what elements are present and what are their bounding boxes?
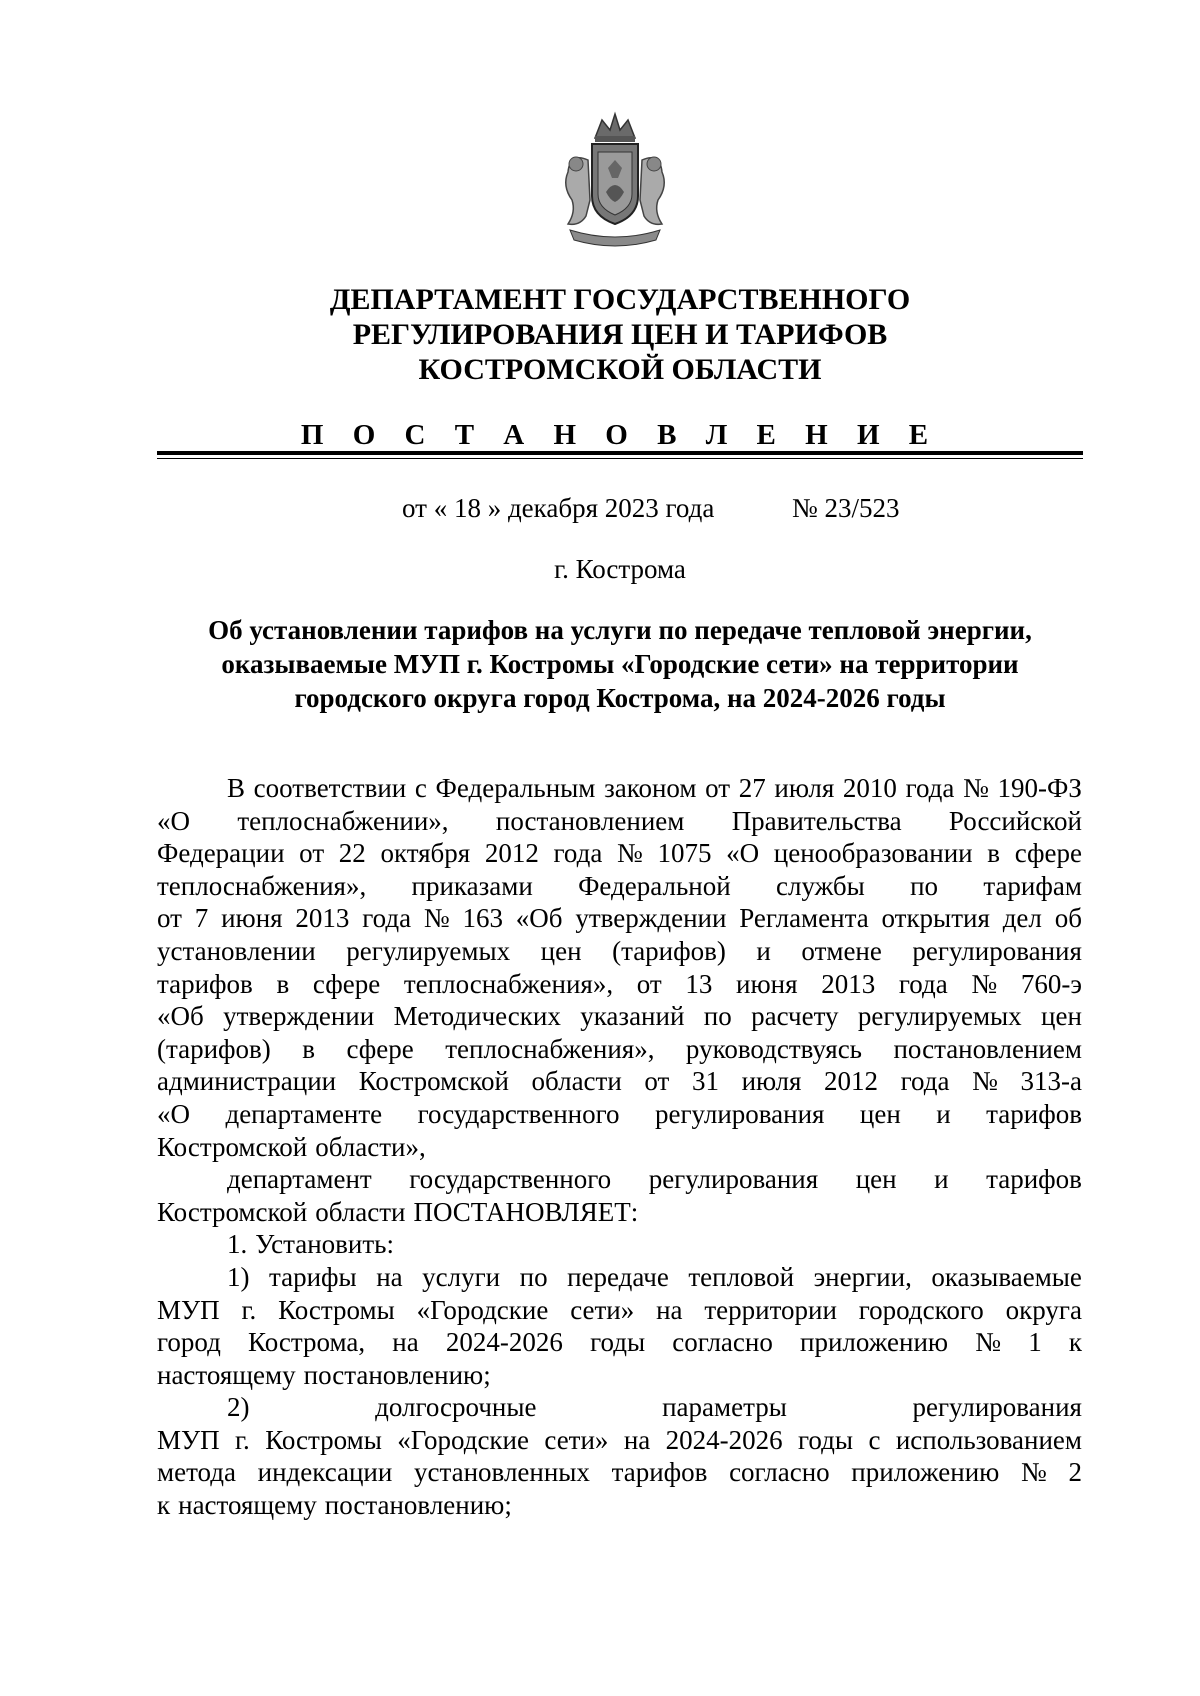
body-word: Костромы [265,1424,382,1455]
body-word: регулирования [912,1392,1082,1423]
body-word: от [644,1066,670,1097]
body-line [157,1228,1082,1261]
body-word: утверждении [575,903,727,934]
body-word: указаний [580,1001,685,1032]
body-word: Кострома, [248,1327,366,1358]
body-word: Российской [948,805,1082,836]
body-word: 1 [1028,1327,1042,1358]
body-word: и [936,1098,951,1129]
body-word: теплоснабжения», [157,870,367,901]
body-word: № [971,968,998,999]
body-line [157,1424,1082,1457]
body-word: от [157,903,182,934]
body-word: МУП [157,1424,220,1455]
body-line [157,968,1082,1001]
body-word: настоящему [178,1490,317,1521]
body-word: к [1068,1327,1082,1358]
body-word: сети» [544,1424,609,1455]
body-word: цен [855,1164,897,1195]
body-line [157,1489,1082,1522]
body-word: округа [1005,1294,1082,1325]
body-word: г. [241,1294,257,1325]
body-word: области», [315,1131,426,1162]
document-number: № 23/523 [792,493,900,523]
body-word: «Городские [416,1294,549,1325]
body-word: Костромской [157,1131,308,1162]
body-word: с [414,773,427,803]
body-word: тарифов [157,968,253,999]
body-word: согласно [729,1457,830,1488]
body-word: 13 [685,968,713,999]
body-word: «Городские [397,1424,529,1455]
body-line [157,1261,1082,1294]
body-word: согласно [672,1327,773,1358]
body-word: к [157,1490,171,1521]
body-line [157,1196,1082,1229]
body-word: июля [774,773,835,803]
body-word: службы [775,870,865,901]
body-word: сети» [570,1294,635,1325]
body-word: в [276,968,290,999]
body-word: метода [157,1457,236,1488]
body-word: приказами [411,870,533,901]
document-title [160,613,1080,715]
body-word: МУП [157,1294,220,1325]
title-line: оказываемые МУП г. Костромы «Городские сети» на территории [221,649,1019,679]
body-word: оказываемые [931,1261,1082,1292]
body-word: июня [736,968,798,999]
body-word: области [531,1066,622,1097]
body-word: № [975,1327,1002,1358]
document-type: П О С Т А Н О В Л Е Н И Е [300,419,940,451]
body-word: области [315,1196,406,1227]
body-word: об [1054,903,1082,934]
body-word: тарифы [269,1261,357,1292]
body-word: тепловой [688,1261,795,1292]
body-line [157,1326,1082,1359]
body-word: услуги [422,1261,501,1292]
body-word: октября [380,838,471,869]
body-word: теплоснабжении», [237,805,449,836]
body-line [157,1456,1082,1489]
body-word: и [756,935,771,966]
body-word: от [636,968,662,999]
department-line: ДЕПАРТАМЕНТ ГОСУДАРСТВЕННОГО [329,283,911,316]
body-word: по [910,870,939,901]
body-word: индексации [257,1457,393,1488]
body-line [157,1098,1082,1131]
body-word: Регламента [739,903,869,934]
body-word: № [617,838,643,869]
body-word: ценообразовании [773,838,973,869]
body-word: установленных [414,1457,590,1488]
body-word: № [972,1066,998,1097]
body-word: постановлению; [303,1359,491,1390]
body-word: года [900,1066,950,1097]
body-word: цен [540,935,582,966]
body-word: Костромской [358,1066,509,1097]
body-word: Федерации [157,838,285,869]
body-word: 313-а [1020,1066,1082,1097]
body-word: соответствии [253,773,407,803]
body-word: по [703,1001,732,1032]
body-word: в [302,1033,316,1064]
body-word: Правительства [731,805,902,836]
body-line [157,1033,1082,1066]
body-word: «Об [515,903,563,934]
body-word: года [553,838,603,869]
body-word: регулирования [654,1098,825,1129]
body-word: 163 [462,903,503,934]
body-word: «О [157,1098,190,1129]
body-word: 1075 [657,838,712,869]
body-word: на [623,1424,651,1455]
body-word: и [934,1164,949,1195]
body-word: 2010 [842,773,897,803]
body-word: 2013 [821,968,876,999]
body-word: 1. [227,1229,248,1260]
body-word: цен [859,1098,901,1129]
body-word: № [963,773,989,803]
body-word: отмене [801,935,882,966]
body-word: передаче [567,1261,669,1292]
body-line [157,805,1082,838]
body-word: 7 [194,903,209,934]
body-word: (тарифов) [157,1033,271,1064]
body-word: № [1021,1457,1047,1488]
body-word: от [705,773,731,803]
body-line [157,1294,1082,1327]
body-word: регулируемых [857,1001,1022,1032]
body-word: № [423,903,450,934]
body-word: департамент [227,1164,372,1195]
body-word: года [898,968,948,999]
body-word: департаменте [225,1098,383,1129]
body-word: постановлению; [324,1490,512,1521]
body-word: 2024-2026 [445,1327,563,1358]
body-word: Федеральной [578,870,731,901]
body-word: года [905,773,955,803]
body-word: сфере [346,1033,414,1064]
body-word: тарифов [986,1098,1082,1129]
body-line [157,1359,1082,1392]
body-word: долгосрочные [375,1392,537,1423]
body-line [157,870,1082,903]
body-word: цен [1041,1001,1082,1032]
body-word: тарифов [611,1457,708,1488]
body-word: июля [741,1066,802,1097]
body-word: «Об [157,1001,204,1032]
body-word: энергии, [813,1261,912,1292]
body-word: территории [704,1294,837,1325]
body-word: 2) [227,1392,250,1423]
body-line [157,1163,1082,1196]
body-line [157,1391,1082,1424]
body-word: город [157,1327,221,1358]
body-word: (тарифов) [612,935,726,966]
body-word: годы [798,1424,854,1455]
body-word: 2024-2026 [665,1424,783,1455]
body-word: постановлением [893,1033,1082,1064]
body-word: от [299,838,325,869]
body-word: в [987,838,1001,869]
body-word: городского [858,1294,984,1325]
body-word: расчету [751,1001,839,1032]
header-divider [157,451,1083,459]
body-word: приложению [851,1457,1000,1488]
body-line [157,1131,1082,1164]
body-word: теплоснабжения», [403,968,614,999]
body-line [157,1065,1082,1098]
body-word: администрации [157,1066,337,1097]
body-word: государственного [409,1164,612,1195]
body-word: Костромской [157,1196,308,1227]
body-word: приложению [800,1327,949,1358]
body-word: тарифов [986,1164,1082,1195]
document-body [157,772,1082,1522]
body-word: июня [221,903,283,934]
body-word: г. [235,1424,250,1455]
body-word: на [392,1327,419,1358]
body-word: регулирования [912,935,1082,966]
body-word: государственного [417,1098,620,1129]
body-word: настоящему [157,1359,296,1390]
body-word: Методических [393,1001,561,1032]
body-word: ПОСТАНОВЛЯЕТ: [413,1196,639,1227]
body-word: 31 [691,1066,719,1097]
body-word: регулирования [648,1164,819,1195]
body-word: теплоснабжения», [445,1033,655,1064]
body-word: регулируемых [346,935,511,966]
body-word: В [227,773,246,803]
body-line [157,935,1082,968]
title-line: Об установлении тарифов на услуги по передаче тепловой энергии, [208,615,1032,645]
body-line [157,772,1082,805]
document-date: от « 18 » декабря 2023 года [402,493,715,523]
body-word: по [519,1261,548,1292]
body-word: 190-ФЗ [997,773,1082,803]
body-word: параметры [662,1392,787,1423]
body-word: 2 [1068,1457,1082,1488]
body-word: с [868,1424,881,1455]
body-word: 2012 [484,838,539,869]
body-word: утверждении [223,1001,375,1032]
body-word: на [376,1261,403,1292]
body-word: Федеральным [435,773,596,803]
body-word: на [656,1294,683,1325]
department-line: РЕГУЛИРОВАНИЯ ЦЕН И ТАРИФОВ [352,318,888,351]
body-word: сфере [1014,838,1082,869]
body-word: дел [1002,903,1042,934]
body-word: руководствуясь [685,1033,862,1064]
body-word: 1) [227,1261,250,1292]
body-word: 2013 [295,903,350,934]
body-word: 760-э [1020,968,1082,999]
body-word: установлении [157,935,316,966]
body-word: постановлением [495,805,685,836]
body-word: «О [157,805,190,836]
body-word: законом [604,773,697,803]
body-word: использованием [895,1424,1082,1455]
body-word: года [362,903,412,934]
body-line [157,1000,1082,1033]
body-word: 2012 [824,1066,879,1097]
body-word: сфере [312,968,381,999]
body-word: «О [726,838,760,869]
body-word: тарифам [983,870,1082,901]
body-word: годы [590,1327,646,1358]
department-name [160,282,1080,387]
kostroma-coat-of-arms-icon [540,108,690,258]
body-word: открытия [881,903,990,934]
title-line: городского округа город Кострома, на 2024-2026 годы [294,683,946,713]
document-city: г. Кострома [554,554,686,584]
body-line [157,837,1082,870]
body-word: Установить: [255,1229,394,1260]
body-word: 27 [738,773,766,803]
body-line [157,902,1082,935]
body-word: Костромы [278,1294,395,1325]
body-word: 22 [338,838,366,869]
department-line: КОСТРОМСКОЙ ОБЛАСТИ [418,353,822,386]
